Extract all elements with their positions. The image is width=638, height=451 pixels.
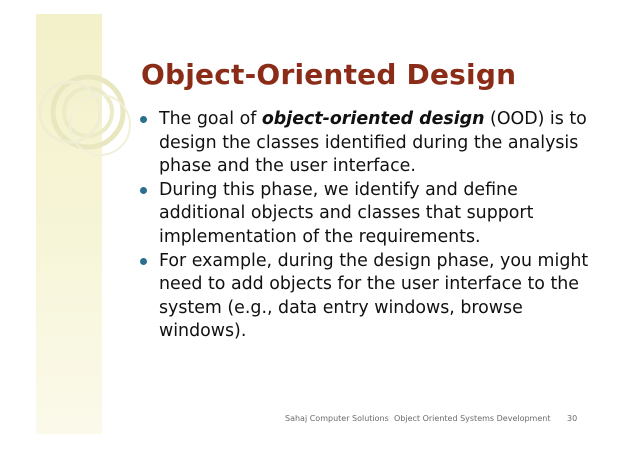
bullet-text: During this phase, we identify and define additional objects and classes that support implementation of the requirements. bbox=[159, 179, 534, 247]
bullet-text: (OOD) is to design the classes identified during the analysis phase and the user interface. bbox=[159, 109, 587, 177]
bullet-icon bbox=[140, 187, 147, 194]
bullet-emphasis: object-oriented design bbox=[261, 109, 485, 129]
bullet-item bbox=[138, 179, 608, 250]
bullet-text: The goal of bbox=[159, 109, 262, 129]
footer-author: Sahaj Computer Solutions bbox=[285, 414, 389, 423]
footer-page-number: 30 bbox=[567, 414, 578, 423]
footer-course: Object Oriented Systems Development bbox=[394, 414, 551, 423]
bullet-item bbox=[138, 250, 608, 344]
bullet-item bbox=[138, 108, 608, 179]
bullet-list bbox=[138, 108, 608, 344]
bullet-icon bbox=[140, 258, 147, 265]
bullet-icon bbox=[140, 116, 147, 123]
bullet-text: For example, during the design phase, you might need to add objects for the user interface to the system (e.g., data entry windows, browse windows). bbox=[159, 250, 589, 342]
concentric-circles-icon bbox=[0, 0, 160, 200]
slide-title: Object-Oriented Design bbox=[141, 58, 517, 91]
